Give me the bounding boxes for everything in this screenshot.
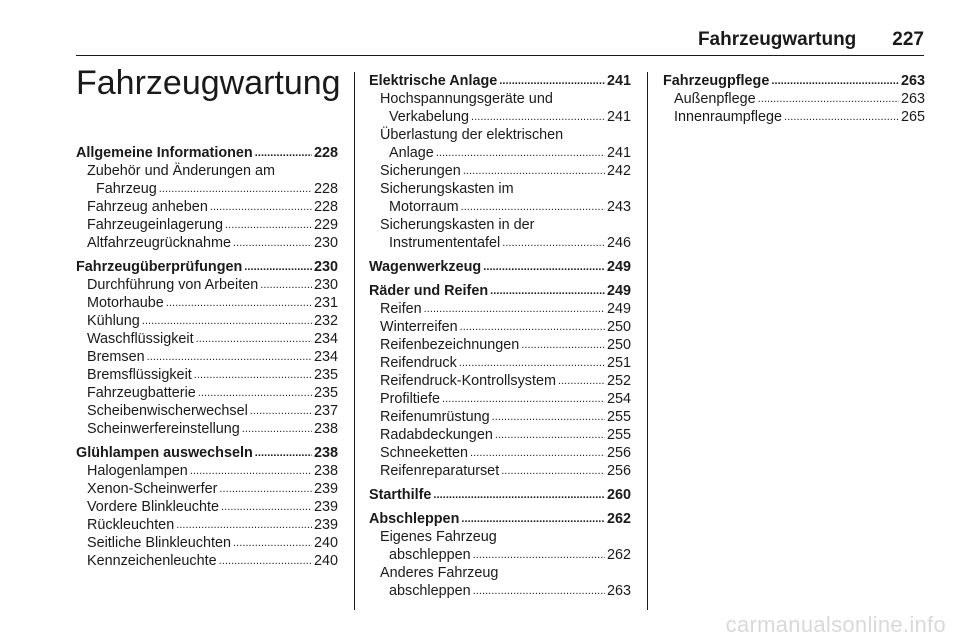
toc-entry-row [380,162,631,180]
toc-section [369,486,631,504]
toc-section-title: Räder und Reifen [369,283,489,299]
toc-entry-page: 256 [606,463,631,479]
toc-section-page: 260 [606,487,631,503]
toc-section [369,72,631,252]
toc-entry[interactable] [76,462,338,480]
toc-entry-page: 234 [313,331,338,347]
column-divider [354,72,355,610]
leader-dots [460,318,605,336]
toc-entry[interactable] [76,294,338,312]
toc-entry-row [674,90,925,108]
toc-section [76,444,338,570]
toc-entry-row [87,498,338,516]
toc-entry-text: Sicherungskasten im [380,181,514,197]
chapter-title: Fahrzeugwartung [76,64,341,102]
toc-entry-row [380,336,631,354]
toc-entry-row [380,144,631,162]
toc-entry-text: Außenpflege [674,91,756,107]
toc-entry-text: Winterreifen [380,319,458,335]
toc-entry-text: Vordere Blinkleuchte [87,499,219,515]
toc-entry-row [674,108,925,126]
toc-section-heading[interactable] [369,258,631,276]
toc-entry-row [87,462,338,480]
toc-section-heading[interactable] [663,72,925,90]
toc-section [369,282,631,480]
leader-dots [424,300,605,318]
leader-dots [473,546,605,564]
toc-entry-text: Reifenbezeichnungen [380,337,520,353]
toc-section-title: Fahrzeugüberprüfungen [76,259,243,275]
toc-section-title: Abschleppen [369,511,460,527]
leader-dots [471,108,605,126]
toc-entry-row [87,402,338,420]
toc-entry-text: abschleppen [389,583,471,599]
toc-entry[interactable] [369,318,631,336]
toc-entry-page: 250 [606,337,631,353]
toc-entry[interactable] [369,408,631,426]
toc-entry-text: Kennzeichenleuchte [87,553,217,569]
leader-dots [495,426,605,444]
toc-entry-text: Scheinwerfereinstellung [87,421,240,437]
toc-section-title: Glühlampen auswechseln [76,445,253,461]
toc-section-heading[interactable] [369,486,631,504]
leader-dots [196,330,312,348]
toc-column-3 [663,72,925,132]
toc-entry-page: 232 [313,313,338,329]
toc-entry-row [87,234,338,252]
toc-entry[interactable] [76,162,338,198]
leader-dots [255,444,312,462]
toc-section [369,258,631,276]
toc-entry-row [87,534,338,552]
leader-dots [436,144,605,162]
toc-column-2 [369,72,631,606]
leader-dots [250,402,312,420]
toc-entry-row [87,294,338,312]
toc-entry-row [87,552,338,570]
toc-entry[interactable] [76,552,338,570]
toc-section-page: 249 [606,259,631,275]
toc-entry-text: Reifenumrüstung [380,409,490,425]
toc-entry-page: 240 [313,535,338,551]
toc-entry[interactable] [369,336,631,354]
toc-entry-row [87,180,338,198]
toc-section-page: 241 [606,73,631,89]
toc-entry-row [87,330,338,348]
running-head-title: Fahrzeugwartung [697,29,857,50]
toc-entry-text: Überlastung der elektrischen [380,127,564,143]
header-rule [76,55,924,56]
toc-entry-page: 255 [606,409,631,425]
toc-entry[interactable] [76,384,338,402]
toc-entry-text: Hochspannungsgeräte und [380,91,553,107]
toc-section-title: Starthilfe [369,487,432,503]
watermark: carmanualsonline.info [725,612,946,637]
running-head [698,28,924,52]
toc-entry[interactable] [76,312,338,330]
toc-entry-page: 252 [606,373,631,389]
toc-entry[interactable] [369,444,631,462]
leader-dots [459,354,605,372]
toc-entry-row [87,366,338,384]
toc-section [663,72,925,126]
leader-dots [442,390,605,408]
toc-entry-text: Motorhaube [87,295,164,311]
toc-entry-text: Eigenes Fahrzeug [380,529,497,545]
toc-entry-row [380,354,631,372]
toc-entry[interactable] [76,198,338,216]
toc-section-page: 262 [606,511,631,527]
toc-entry-row [87,312,338,330]
toc-section-title: Fahrzeugpflege [663,73,770,89]
toc-entry[interactable] [76,534,338,552]
toc-entry-row [380,318,631,336]
leader-dots [219,552,312,570]
toc-entry-text: Fahrzeugeinlagerung [87,217,224,233]
toc-section-heading[interactable] [76,258,338,276]
toc-entry-text: Altfahrzeugrücknahme [87,235,231,251]
toc-section [76,258,338,438]
toc-section-page: 249 [606,283,631,299]
toc-entry[interactable] [369,180,631,216]
toc-entry-row [380,390,631,408]
toc-entry-text: Fahrzeug [96,181,157,197]
toc-entry[interactable] [369,564,631,600]
toc-entry-text: Verkabelung [389,109,470,125]
toc-section-heading[interactable] [369,510,631,528]
leader-dots [242,420,312,438]
toc-entry-text: Reifen [380,301,422,317]
toc-entry-page: 239 [313,481,338,497]
toc-entry-page: 238 [313,463,338,479]
leader-dots [558,372,605,390]
toc-entry[interactable] [76,420,338,438]
leader-dots [461,510,605,528]
leader-dots [260,276,312,294]
toc-section [369,510,631,600]
toc-entry[interactable] [369,426,631,444]
leader-dots [233,234,312,252]
leader-dots [225,216,312,234]
leader-dots [521,336,605,354]
leader-dots [244,258,312,276]
toc-entry-text: Durchführung von Arbeiten [87,277,259,293]
toc-entry-page: 239 [313,517,338,533]
toc-entry-row [380,444,631,462]
toc-section-heading[interactable] [76,144,338,162]
toc-entry[interactable] [369,90,631,126]
leader-dots [142,312,312,330]
toc-entry-page: 235 [313,367,338,383]
toc-section-heading[interactable] [369,72,631,90]
leader-dots [194,366,312,384]
toc-entry-text: Sicherungen [380,163,461,179]
toc-entry[interactable] [369,354,631,372]
toc-entry-page: 234 [313,349,338,365]
toc-entry-page: 254 [606,391,631,407]
toc-entry-row [380,372,631,390]
toc-entry[interactable] [76,330,338,348]
toc-entry-text: Reifendruck [380,355,457,371]
toc-entry-row [380,582,631,600]
toc-entry-text: Scheibenwischerwechsel [87,403,248,419]
toc-entry[interactable] [369,216,631,252]
toc-entry-text: Reifendruck-Kontrollsystem [380,373,556,389]
leader-dots [463,162,605,180]
leader-dots [221,498,312,516]
toc-entry-row [87,384,338,402]
toc-entry-text: Bremsen [87,349,145,365]
toc-entry[interactable] [369,372,631,390]
toc-entry-row [87,348,338,366]
toc-section-page: 238 [313,445,338,461]
toc-entry-row [380,234,631,252]
leader-dots [758,90,899,108]
toc-entry-text: Sicherungskasten in der [380,217,535,233]
toc-entry[interactable] [369,528,631,564]
toc-entry-text: Anlage [389,145,434,161]
toc-section-heading[interactable] [369,282,631,300]
toc-entry-page: 246 [606,235,631,251]
toc-entry-row [87,216,338,234]
toc-entry-page: 263 [900,91,925,107]
toc-entry-page: 241 [606,145,631,161]
leader-dots [499,72,605,90]
leader-dots [461,198,605,216]
toc-entry-page: 239 [313,499,338,515]
toc-section-page: 263 [900,73,925,89]
leader-dots [219,480,312,498]
toc-entry-row [380,408,631,426]
toc-entry-text: Profiltiefe [380,391,440,407]
toc-entry-row [380,300,631,318]
toc-entry[interactable] [76,498,338,516]
leader-dots [255,144,312,162]
toc-entry-row [87,480,338,498]
toc-entry[interactable] [76,216,338,234]
leader-dots [166,294,312,312]
toc-entry[interactable] [76,276,338,294]
toc-entry-row [380,108,631,126]
toc-entry-text: Kühlung [87,313,140,329]
toc-entry[interactable] [369,126,631,162]
toc-entry-row [87,516,338,534]
leader-dots [490,282,605,300]
toc-entry-page: 228 [313,199,338,215]
toc-entry-text: Seitliche Blinkleuchten [87,535,231,551]
toc-section-page: 228 [313,145,338,161]
toc-entry-page: 251 [606,355,631,371]
toc-entry-row [380,198,631,216]
toc-entry-page: 231 [313,295,338,311]
toc-entry-page: 230 [313,277,338,293]
toc-entry-page: 256 [606,445,631,461]
toc-entry-row [380,546,631,564]
toc-entry-page: 230 [313,235,338,251]
toc-entry-text: abschleppen [389,547,471,563]
toc-entry[interactable] [76,402,338,420]
leader-dots [771,72,899,90]
leader-dots [190,462,312,480]
toc-entry[interactable] [76,234,338,252]
toc-entry[interactable] [76,480,338,498]
toc-entry[interactable] [369,390,631,408]
toc-entry[interactable] [369,162,631,180]
toc-entry-row [380,462,631,480]
toc-entry-text: Instrumententafel [389,235,501,251]
toc-entry-page: 240 [313,553,338,569]
toc-entry-page: 238 [313,421,338,437]
toc-entry-text: Radabdeckungen [380,427,493,443]
toc-entry-text: Anderes Fahrzeug [380,565,499,581]
toc-entry-page: 255 [606,427,631,443]
toc-entry-row [87,420,338,438]
toc-entry-page: 262 [606,547,631,563]
leader-dots [492,408,605,426]
toc-section [76,144,338,252]
toc-entry-text: Xenon-Scheinwerfer [87,481,218,497]
column-divider [647,72,648,610]
toc-entry-text: Halogenlampen [87,463,188,479]
toc-entry-page: 265 [900,109,925,125]
toc-entry-row [380,426,631,444]
leader-dots [470,444,605,462]
toc-entry[interactable] [76,516,338,534]
toc-entry-page: 243 [606,199,631,215]
leader-dots [233,534,312,552]
toc-entry-text: Rückleuchten [87,517,175,533]
leader-dots [784,108,899,126]
leader-dots [501,462,605,480]
toc-entry-page: 242 [606,163,631,179]
toc-entry-row [87,198,338,216]
toc-column-1 [76,144,338,576]
toc-section-title: Elektrische Anlage [369,73,498,89]
page-number: 227 [892,29,924,50]
leader-dots [502,234,605,252]
toc-entry-text: Motorraum [389,199,459,215]
leader-dots [210,198,312,216]
toc-entry[interactable] [76,348,338,366]
toc-section-heading[interactable] [76,444,338,462]
toc-entry-page: 250 [606,319,631,335]
toc-entry[interactable] [369,462,631,480]
leader-dots [147,348,312,366]
leader-dots [176,516,312,534]
toc-entry-text: Fahrzeugbatterie [87,385,196,401]
toc-entry-page: 263 [606,583,631,599]
toc-entry-text: Waschflüssigkeit [87,331,194,347]
toc-entry[interactable] [663,108,925,126]
toc-entry-text: Reifenreparaturset [380,463,500,479]
toc-entry-page: 237 [313,403,338,419]
toc-entry-page: 235 [313,385,338,401]
toc-entry[interactable] [369,300,631,318]
leader-dots [483,258,605,276]
toc-section-title: Wagenwerkzeug [369,259,482,275]
toc-entry-page: 229 [313,217,338,233]
toc-entry-text: Zubehör und Änderungen am [87,163,276,179]
toc-entry-row [87,276,338,294]
toc-entry[interactable] [663,90,925,108]
leader-dots [433,486,605,504]
toc-entry-text: Schneeketten [380,445,469,461]
toc-entry-page: 249 [606,301,631,317]
toc-entry-text: Fahrzeug anheben [87,199,208,215]
toc-entry-page: 228 [313,181,338,197]
leader-dots [159,180,312,198]
leader-dots [198,384,312,402]
toc-entry-page: 241 [606,109,631,125]
toc-section-page: 230 [313,259,338,275]
toc-entry-text: Bremsflüssigkeit [87,367,192,383]
toc-section-title: Allgemeine Informationen [76,145,253,161]
toc-entry[interactable] [76,366,338,384]
leader-dots [473,582,605,600]
toc-entry-text: Innenraumpflege [674,109,783,125]
